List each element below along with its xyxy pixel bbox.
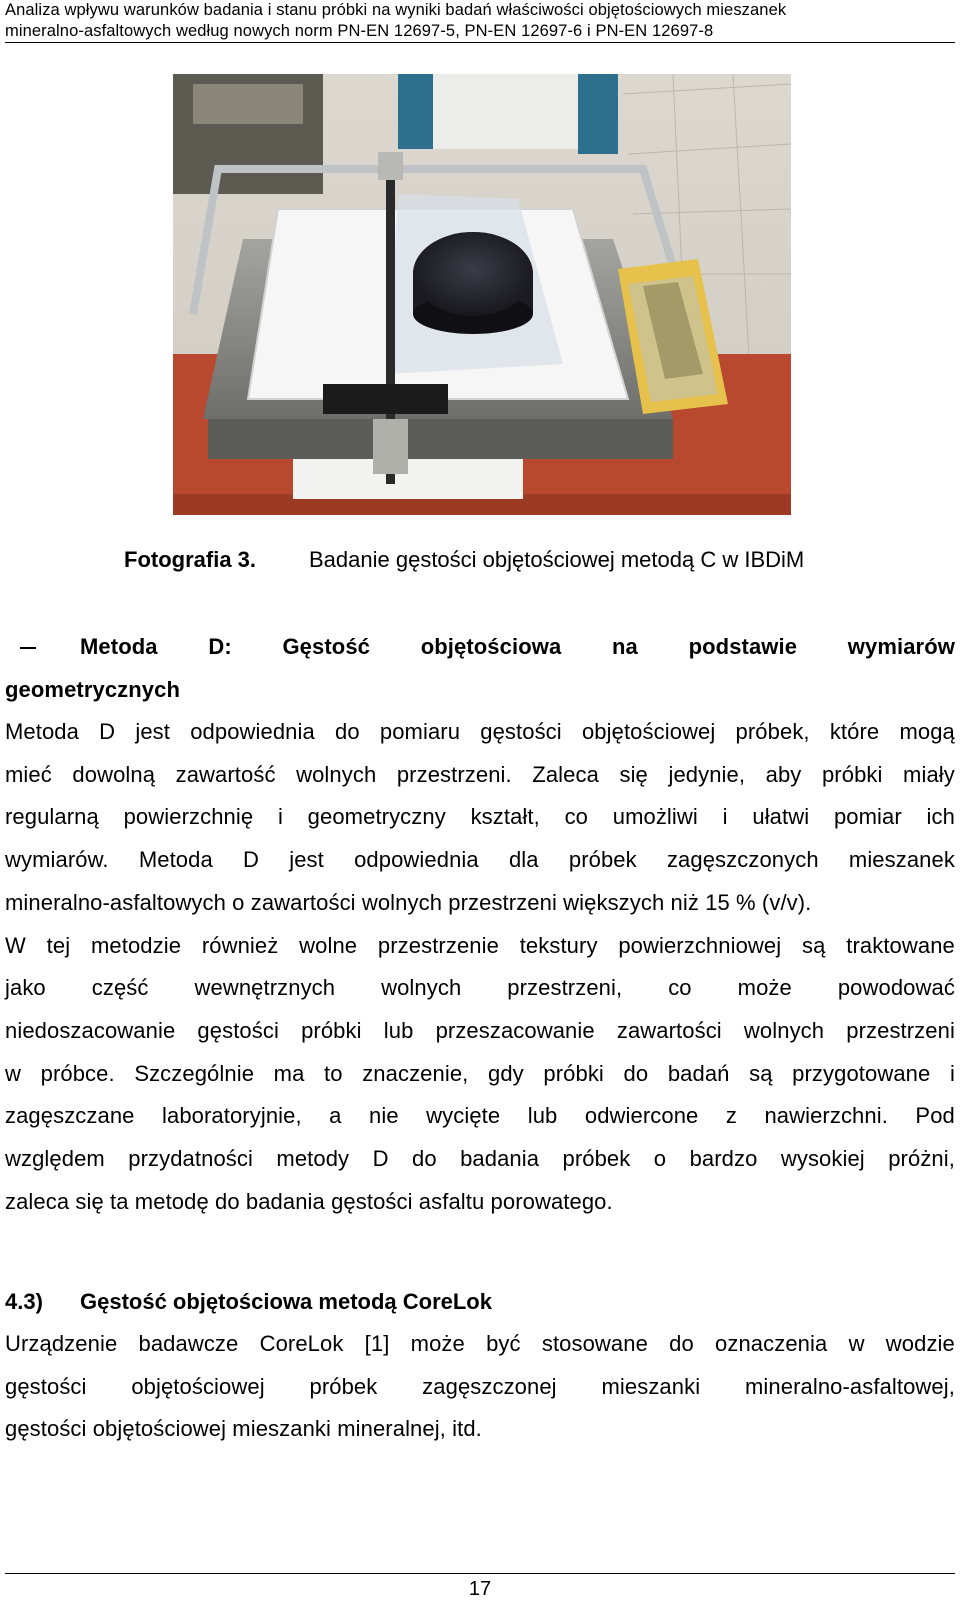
text-word: i (277, 804, 283, 830)
text-word: dowolną (72, 761, 156, 787)
text-line (5, 1414, 955, 1444)
text-word: traktowane (846, 932, 955, 958)
text-word: wewnętrznych (194, 975, 336, 1001)
running-header-line-2: mineralno-asfaltowych według nowych norm PN-EN 12697-5, PN-EN 12697-6 i PN-EN 12697-8 (5, 22, 714, 40)
photo-illustration (173, 74, 791, 515)
text-word: o (653, 1146, 667, 1171)
text-word: pomiaru (379, 719, 461, 744)
text-word: umożliwi (612, 804, 698, 830)
text-word: może (410, 1331, 465, 1356)
text-word: jest (289, 847, 324, 873)
text-word: W (5, 932, 26, 958)
text-word: lub (383, 1017, 414, 1043)
text-word: względem (5, 1146, 105, 1171)
text-word: i (949, 1060, 955, 1086)
text-word: wycięte (426, 1103, 501, 1129)
text-line (5, 1016, 955, 1046)
text-word: objętościowej (131, 1373, 265, 1399)
text-word: Metoda (5, 719, 79, 744)
text-word: laboratoryjnie, (162, 1103, 302, 1129)
text-word: Pod (915, 1103, 955, 1129)
text-word: wolnych (296, 761, 377, 787)
text-word: wolnych (743, 1017, 825, 1043)
text-word: co (564, 804, 588, 830)
text-word: Szczególnie (134, 1060, 255, 1086)
text-line (5, 888, 955, 918)
text-line (5, 931, 955, 961)
text-word: mieszanki (601, 1373, 701, 1399)
text-word: odpowiednia (354, 847, 479, 873)
text-word: ma (273, 1060, 305, 1086)
text-word: nie (369, 1103, 399, 1129)
text-word: ich (926, 804, 955, 830)
text-word: powierzchnię (123, 804, 254, 830)
text-word: zagęszczane (5, 1103, 135, 1129)
text-word: odwiercone (584, 1103, 699, 1129)
text-word: tekstury (519, 932, 598, 958)
text-word: oznaczenia (715, 1331, 828, 1356)
text-word: przestrzenie (377, 932, 499, 958)
text-word: powodować (837, 975, 955, 1001)
text-word: zaleca się ta metodę do badania gęstości asfaltu porowatego. (5, 1188, 613, 1214)
text-word: próbki (301, 1017, 362, 1043)
heading-word: Gęstość (282, 634, 370, 659)
text-line (5, 1059, 955, 1089)
text-word: Metoda (138, 847, 213, 873)
text-word: aby (765, 761, 802, 787)
text-word: wolnych (381, 975, 462, 1001)
text-line (5, 1144, 955, 1174)
text-word: w (5, 1060, 21, 1086)
text-line (5, 717, 955, 747)
text-word: być (486, 1331, 521, 1356)
heading-word: podstawie (688, 634, 798, 659)
text-word: Urządzenie (5, 1331, 118, 1356)
text-word: mieszanek (848, 847, 955, 873)
text-word: geometryczny (307, 804, 446, 830)
text-line (5, 1101, 955, 1131)
text-word: CoreLok (259, 1331, 344, 1356)
text-word: może (737, 975, 792, 1001)
header-rule (5, 42, 955, 43)
text-word: dla (508, 847, 539, 873)
method-d-heading-continuation: geometrycznych (5, 677, 181, 702)
text-word: przeszacowanie (435, 1017, 595, 1043)
text-word: jako (5, 975, 46, 1001)
text-line (5, 1187, 955, 1217)
text-word: się (619, 761, 648, 787)
text-word: gęstości (480, 719, 562, 744)
text-word: badania (460, 1146, 540, 1171)
text-word: w (848, 1331, 865, 1356)
text-word: mieć (5, 761, 52, 787)
text-word: bardzo (689, 1146, 758, 1171)
text-word: kształt, (470, 804, 540, 830)
text-word: przydatności (128, 1146, 253, 1171)
photo-density-test (173, 74, 791, 515)
text-word: zagęszczonych (666, 847, 819, 873)
page-number: 17 (468, 1578, 492, 1600)
text-word: odpowiednia (190, 719, 315, 744)
method-d-heading (80, 632, 955, 662)
text-word: przestrzeni. (396, 761, 512, 787)
text-word: zawartość (175, 761, 276, 787)
text-word: próbce. (40, 1060, 115, 1086)
text-word: jedynie, (668, 761, 746, 787)
figure-caption: Badanie gęstości objętościowej metodą C w IBDiM (309, 547, 805, 572)
text-word: mineralno-asfaltowych o zawartości wolnych przestrzeni większych niż 15 % (v/v). (5, 889, 812, 915)
text-word: metody (276, 1146, 350, 1171)
text-word: Zaleca (532, 761, 599, 787)
text-word: część (91, 975, 149, 1001)
text-word: gęstości objętościowej mieszanki mineralnej, itd. (5, 1416, 482, 1441)
text-word: które (829, 719, 880, 744)
text-line (5, 845, 955, 875)
text-word: D (243, 847, 260, 873)
text-line (5, 1329, 955, 1359)
heading-word: Metoda (80, 634, 158, 659)
text-word: przestrzeni (846, 1017, 955, 1043)
text-word: co (668, 975, 692, 1001)
text-word: zagęszczonej (422, 1373, 557, 1399)
running-header (5, 0, 955, 42)
text-word: a (329, 1103, 342, 1129)
text-word: do (411, 1146, 437, 1171)
text-word: stosowane (541, 1331, 648, 1356)
text-word: badawcze (138, 1331, 239, 1356)
heading-word: D: (208, 634, 232, 659)
text-word: próbek (309, 1373, 378, 1399)
text-word: są (749, 1060, 773, 1086)
footer-rule (5, 1573, 955, 1574)
text-word: jest (135, 719, 170, 744)
text-word: mineralno-asfaltowej, (744, 1373, 955, 1399)
text-line (5, 802, 955, 832)
text-word: przygotowane (792, 1060, 931, 1086)
text-word: znaczenie, (362, 1060, 469, 1086)
figure-label: Fotografia 3. (124, 547, 257, 572)
text-word: [1] (364, 1331, 390, 1356)
text-word: nawierzchni. (764, 1103, 888, 1129)
text-word: do (623, 1060, 649, 1086)
text-word: metodzie (90, 932, 182, 958)
text-word: D (99, 719, 116, 744)
text-line (5, 1372, 955, 1402)
text-word: z (725, 1103, 737, 1129)
text-word: do (335, 719, 360, 744)
text-word: powierzchniowej (618, 932, 782, 958)
text-word: mogą (899, 719, 955, 744)
text-word: to (324, 1060, 343, 1086)
text-word: gęstości (5, 1373, 87, 1399)
text-word: i (722, 804, 728, 830)
text-word: wymiarów. (5, 847, 109, 873)
text-word: D (372, 1146, 389, 1171)
text-word: lub (527, 1103, 558, 1129)
text-word: tej (46, 932, 71, 958)
text-word: wodzie (885, 1331, 955, 1356)
text-word: pomiar (833, 804, 902, 830)
text-word: próbek (568, 847, 637, 873)
running-header-line-1: Analiza wpływu warunków badania i stanu próbki na wyniki badań właściwości objętościowych mieszanek (5, 1, 787, 19)
list-dash (20, 647, 36, 649)
text-line (5, 760, 955, 790)
text-word: objętościowej (581, 719, 716, 744)
text-word: do (669, 1331, 694, 1356)
text-word: przestrzeni, (507, 975, 623, 1001)
section-title: Gęstość objętościowa metodą CoreLok (80, 1289, 492, 1314)
section-number: 4.3) (5, 1289, 43, 1314)
text-word: próbki (821, 761, 883, 787)
text-word: próżni, (888, 1146, 955, 1171)
text-word: próbki (543, 1060, 604, 1086)
text-word: regularną (5, 804, 99, 830)
text-line (5, 973, 955, 1003)
heading-word: na (612, 634, 638, 659)
text-word: wysokiej (780, 1146, 865, 1171)
text-word: są (802, 932, 826, 958)
text-word: ułatwi (752, 804, 810, 830)
heading-word: wymiarów (847, 634, 955, 659)
text-word: badań (667, 1060, 730, 1086)
text-word: próbek, (735, 719, 810, 744)
text-word: próbek (562, 1146, 631, 1171)
text-word: gdy (488, 1060, 524, 1086)
heading-word: objętościowa (420, 634, 562, 659)
text-word: gęstości (197, 1017, 279, 1043)
text-word: wolne (299, 932, 358, 958)
text-word: niedoszacowanie (5, 1017, 176, 1043)
text-word: zawartości (616, 1017, 722, 1043)
text-word: również (201, 932, 279, 958)
text-word: miały (903, 761, 955, 787)
